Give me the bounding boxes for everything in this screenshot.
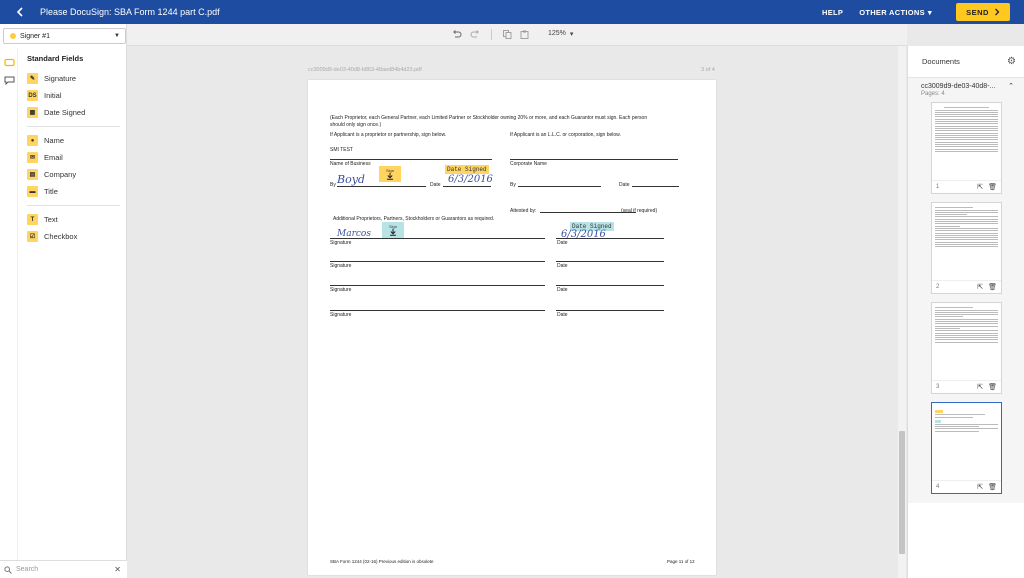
by-label: By — [330, 182, 336, 188]
fields-heading: Standard Fields — [27, 54, 84, 63]
divider — [27, 126, 120, 127]
sign-here-tag-2[interactable] — [382, 222, 404, 238]
trash-icon[interactable]: 🗑 — [988, 184, 997, 191]
toolbar-divider — [491, 29, 492, 40]
thumbnail-number: 2 — [936, 284, 940, 290]
date-signed-tag[interactable]: Date Signed — [447, 166, 487, 173]
envelope-title: Please DocuSign: SBA Form 1244 part C.pdf — [40, 7, 220, 17]
open-page-icon[interactable]: ⇱ — [977, 284, 984, 291]
rule — [330, 310, 545, 311]
trash-icon[interactable]: 🗑 — [988, 484, 997, 491]
date-signed-tag-2[interactable]: Date Signed — [572, 223, 612, 230]
signed-date-1: 6/3/2016 — [448, 174, 493, 185]
rule — [518, 186, 601, 187]
sign-here-tag[interactable] — [379, 166, 401, 182]
documents-heading: Documents — [922, 57, 960, 66]
field-signature[interactable] — [19, 70, 126, 87]
caret-down-icon: ▼ — [114, 33, 120, 39]
rule — [556, 238, 664, 239]
by-label-2: By — [510, 182, 516, 188]
help-button[interactable]: HELP — [822, 7, 844, 17]
field-label: Date Signed — [44, 108, 86, 117]
send-button[interactable] — [956, 3, 1010, 21]
signature-row-label: Signature — [330, 312, 352, 318]
date-label: Date — [430, 182, 441, 188]
rule — [556, 310, 664, 311]
field-text[interactable] — [19, 211, 126, 228]
person-icon: ● — [27, 135, 38, 146]
rule — [632, 186, 679, 187]
rule — [330, 285, 545, 286]
name-of-business-label: Name of Business — [330, 161, 371, 167]
business-name-value: SMI TEST — [330, 147, 353, 153]
page-thumbnail[interactable] — [931, 302, 1002, 394]
search-icon — [4, 566, 12, 574]
seal-label: (seal if required) — [621, 208, 658, 214]
signed-date-2: 6/3/2016 — [561, 229, 606, 240]
initial-icon: DS — [27, 90, 38, 101]
page-thumbnail-selected[interactable] — [931, 402, 1002, 494]
signature-row-label: Signature — [330, 287, 352, 293]
chevron-up-icon[interactable]: ⌃ — [1008, 83, 1014, 90]
checkbox-icon: ☑ — [27, 231, 38, 242]
send-label: SEND — [966, 7, 989, 17]
field-checkbox[interactable] — [19, 228, 126, 245]
thumbnail-preview — [935, 306, 998, 376]
form-footer: SBA Form 1244 (02-16) Previous edition is obsolete — [330, 559, 434, 564]
scrollbar-thumb[interactable] — [899, 431, 905, 554]
field-title[interactable] — [19, 183, 126, 200]
chevron-right-icon — [994, 8, 1000, 16]
thumbnail-preview — [935, 406, 998, 476]
date-row-label: Date — [557, 287, 568, 293]
field-label: Checkbox — [44, 232, 78, 241]
chevron-left-icon — [16, 7, 24, 17]
rule — [443, 186, 491, 187]
field-search[interactable] — [0, 560, 127, 578]
gear-icon[interactable]: ⚙ — [1007, 56, 1016, 67]
field-company[interactable] — [19, 166, 126, 183]
download-arrow-icon — [386, 173, 394, 180]
page-count: Pages: 4 — [921, 91, 945, 97]
signature-boyd: Boyd — [337, 173, 365, 186]
download-arrow-icon — [389, 229, 397, 236]
rule — [337, 186, 426, 187]
text-icon: T — [27, 214, 38, 225]
document-page — [308, 80, 716, 575]
trash-icon[interactable]: 🗑 — [988, 284, 997, 291]
caret-down-icon: ▾ — [927, 7, 932, 17]
trash-icon[interactable]: 🗑 — [988, 384, 997, 391]
field-initial[interactable] — [19, 87, 126, 104]
comment-tab-icon[interactable] — [4, 76, 15, 85]
field-label: Email — [44, 153, 63, 162]
divider — [27, 205, 120, 206]
signature-row-label: Signature — [330, 240, 352, 246]
left-panel — [0, 24, 127, 578]
signer-label: Signer #1 — [20, 32, 50, 40]
field-label: Title — [44, 187, 58, 196]
building-icon: ▤ — [27, 169, 38, 180]
field-label: Initial — [44, 91, 62, 100]
sign-label: Sign — [385, 168, 394, 173]
attested-by-label: Attested by: — [510, 208, 537, 214]
pen-icon: ✎ — [27, 73, 38, 84]
envelope-icon: ✉ — [27, 152, 38, 163]
rule — [330, 159, 492, 160]
zoom-select[interactable] — [548, 30, 573, 38]
caret-down-icon: ▾ — [569, 31, 574, 38]
rule — [330, 261, 545, 262]
intro-text-2: should only sign once.) — [330, 122, 382, 128]
sign-label: Sign — [388, 224, 397, 229]
calendar-icon: ▦ — [27, 107, 38, 118]
date-label-2: Date — [619, 182, 630, 188]
field-email[interactable] — [19, 149, 126, 166]
other-actions-button[interactable] — [859, 8, 932, 17]
top-bar — [0, 0, 1024, 24]
open-page-icon[interactable]: ⇱ — [977, 484, 984, 491]
rule — [330, 238, 545, 239]
paste-icon[interactable] — [520, 30, 529, 39]
additional-signers-text: Additional Proprietors, Partners, Stockholders or Guarantors as required. — [333, 216, 495, 222]
open-page-icon[interactable]: ⇱ — [977, 184, 984, 191]
search-input[interactable]: Search — [16, 566, 39, 573]
date-row-label: Date — [557, 240, 568, 246]
field-date-signed[interactable] — [19, 104, 126, 121]
redo-icon[interactable] — [470, 30, 480, 39]
rule — [556, 261, 664, 262]
field-name[interactable] — [19, 132, 126, 149]
page-indicator: 3 of 4 — [701, 67, 715, 73]
documents-panel — [907, 46, 1024, 578]
date-row-label: Date — [557, 263, 568, 269]
zoom-value: 125% — [548, 30, 566, 37]
left-heading: If Applicant is a proprietor or partnership, sign below. — [330, 132, 447, 138]
date-row-label: Date — [557, 312, 568, 318]
tool-rail — [0, 48, 18, 578]
page-footer: Page 11 of 12 — [667, 559, 695, 564]
fields-tab-icon[interactable] — [4, 58, 15, 67]
standard-fields — [19, 48, 126, 245]
rule — [556, 285, 664, 286]
signer-color-dot — [10, 33, 16, 39]
open-page-icon[interactable]: ⇱ — [977, 384, 984, 391]
page-thumbnail[interactable] — [931, 202, 1002, 294]
right-heading: If Applicant is an L.L.C. or corporation, sign below. — [510, 132, 621, 138]
page-thumbnail[interactable] — [931, 102, 1002, 194]
field-label: Signature — [44, 74, 77, 83]
thumbnail-preview — [935, 106, 998, 176]
document-name: cc3009d9-de03-40d8-... — [921, 82, 996, 90]
other-actions-label: OTHER ACTIONS — [859, 7, 925, 17]
document-entry[interactable] — [908, 78, 1024, 98]
clear-search-icon[interactable]: ✕ — [114, 565, 121, 574]
field-label: Company — [44, 170, 77, 179]
rule — [510, 159, 678, 160]
back-button[interactable] — [8, 0, 32, 24]
undo-icon[interactable] — [452, 30, 462, 39]
corporate-name-label: Corporate Name — [510, 161, 547, 167]
thumbnail-number: 1 — [936, 184, 940, 190]
thumbnail-number: 4 — [936, 484, 940, 490]
field-label: Text — [44, 215, 58, 224]
document-toolbar — [127, 24, 907, 46]
thumbnail-preview — [935, 206, 998, 276]
thumbnail-number: 3 — [936, 384, 940, 390]
signer-select[interactable] — [3, 28, 126, 44]
document-file-id: cc3009d9-de03-40d8-b863-48aed84b4d23.pdf — [308, 67, 422, 73]
page-thumbnails — [908, 98, 1024, 503]
document-scrollbar[interactable] — [898, 46, 906, 578]
signature-row-label: Signature — [330, 263, 352, 269]
copy-icon[interactable] — [503, 30, 512, 39]
signature-marcos: Marcos — [337, 229, 371, 239]
briefcase-icon: ▬ — [27, 186, 38, 197]
field-label: Name — [44, 136, 65, 145]
intro-text: (Each Proprietor, each General Partner, each Limited Partner or Stockholder owning 20% or more, and each Guarantor must sign. Each person — [330, 115, 648, 121]
